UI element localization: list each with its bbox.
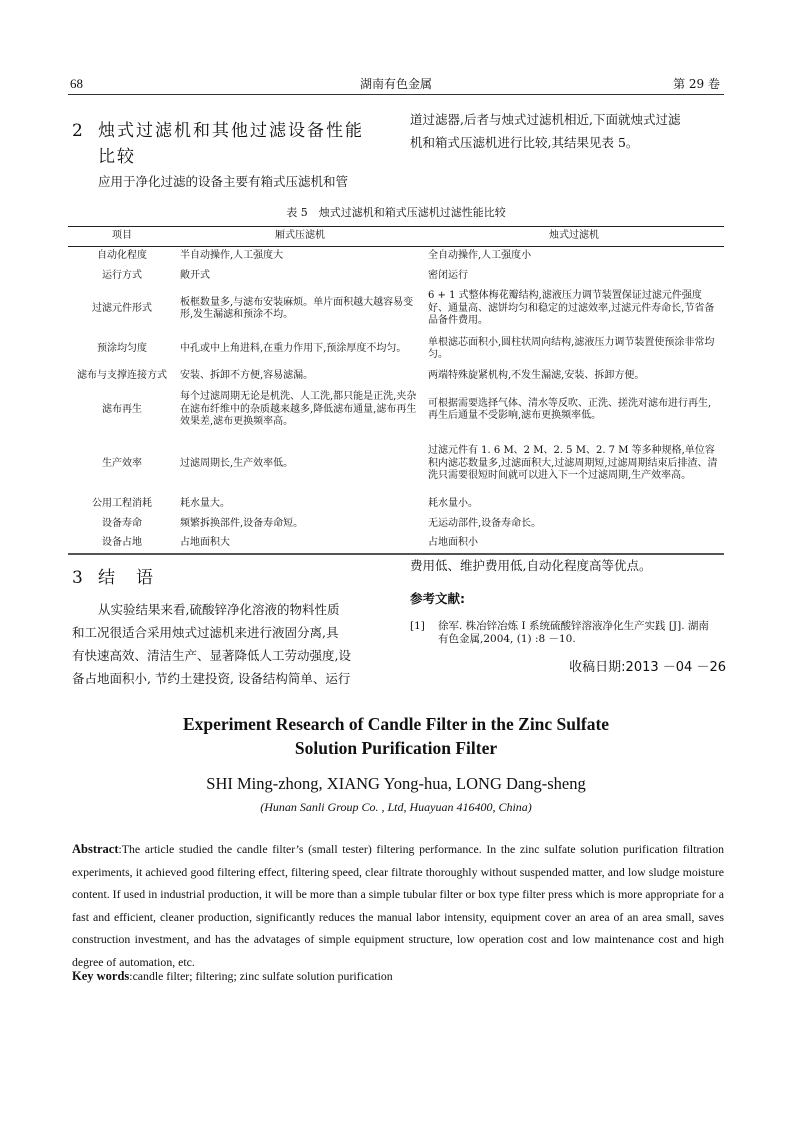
table-row <box>68 434 724 494</box>
section-2-heading <box>72 118 402 170</box>
journal-name: 湖南有色金属 <box>359 77 432 91</box>
english-affiliation: (Hunan Sanli Group Co. , Ltd, Huayuan 416400, China) <box>260 800 532 814</box>
row-label: 设备占地 <box>68 534 176 554</box>
row-candle-value: 无运动部件,设备寿命长。 <box>428 517 542 529</box>
row-box-value: 频繁拆换部件,设备寿命短。 <box>180 517 304 529</box>
keywords-text: :candle filter; filtering; zinc sulfate solution purification <box>129 969 393 983</box>
section-3-line: 有快速高效、清洁生产、显著降低人工劳动强度,设 <box>72 648 351 663</box>
section-2-paragraph-right <box>410 108 730 154</box>
table-row <box>68 332 724 366</box>
row-box-value: 占地面积大 <box>176 534 424 554</box>
section-3-line: 从实验结果来看,硫酸锌净化溶液的物料性质 <box>98 602 340 617</box>
row-label: 滤布再生 <box>102 403 142 415</box>
row-candle-value: 可根据需要选择气体、清水等反吹、正洗、搓洗对滤布进行再生,再生后通量不受影响,滤布更换频率低。 <box>428 397 712 421</box>
row-box-value: 安装、拆卸不方便,容易滤漏。 <box>180 369 314 381</box>
reference-line1: 徐军. 株冶锌冶炼 I 系统硫酸锌溶液净化生产实践 [J]. 湖南 <box>438 620 709 632</box>
table-row <box>68 266 724 286</box>
english-authors: SHI Ming-zhong, XIANG Yong-hua, LONG Dang-sheng <box>206 774 586 793</box>
references-heading: 参考文献: <box>410 591 465 606</box>
abstract <box>72 838 724 973</box>
row-candle-value: 单根滤芯面积小,圆柱状周向结构,滤液压力调节装置使预涂非常均匀。 <box>428 336 715 360</box>
section-2-title-line2: 比较 <box>98 147 136 167</box>
table-row <box>68 286 724 332</box>
row-candle-value: 过滤元件有 1. 6 M、2 M、2. 5 M、2. 7 M 等多种规格,单位容积内滤芯数量多,过滤面积大,过滤周期短,过滤周期结束后排渣、清洗只需要很短时间就可以进入下一个过滤周期,生产效率高。 <box>428 445 718 482</box>
table-row <box>68 534 724 554</box>
section-2-title-line1: 烛式过滤机和其他过滤设备性能 <box>98 121 364 141</box>
row-box-value: 板框数量多,与滤布安装麻烦。单片面积越大越容易变形,发生漏滤和预涂不均。 <box>180 296 414 320</box>
keywords <box>72 965 724 988</box>
row-label: 滤布与支撑连接方式 <box>77 369 167 381</box>
row-candle-value: 6 + 1 式整体梅花瓣结构,滤液压力调节装置保证过滤元件强度好、通量高、滤饼均匀和稳定的过滤效率,过滤元件寿命长,节省备品备件费用。 <box>428 290 715 327</box>
row-box-value: 半自动操作,人工强度大 <box>180 250 284 261</box>
table-row <box>68 386 724 434</box>
row-candle-value: 两端特殊旋紧机构,不发生漏滤,安装、拆卸方便。 <box>428 369 645 381</box>
section-3-title: 结 语 <box>98 568 155 588</box>
row-label: 自动化程度 <box>97 250 147 261</box>
reference-item <box>410 620 730 646</box>
abstract-text: :The article studied the candle filter’s (small tester) filtering performance. In the zinc sulfate solution purification filtration experiments, it achieved good filtering effect, filtering speed, clear filtrate thoroughly without suspended matter, and low sludge moisture content. If used in industrial production, it will be more than a simple tubular filter or box type filter press which is more appropriate for a fast and efficient, cleaner production, significantly reduces the manual labor intensity, equipment cover an area of an area small, saves construction investment, and has the advatages of simple equipment structure, low operation cost and low maintenance cost and high degree of automation, etc. <box>72 842 724 969</box>
header-candle-filter: 烛式过滤机 <box>424 227 724 247</box>
reference-label: [1] <box>410 620 425 632</box>
section-2-paragraph-left: 应用于净化过滤的设备主要有箱式压滤机和管 <box>98 174 349 189</box>
section-2-right-line1: 道过滤器,后者与烛式过滤机相近,下面就烛式过滤 <box>410 112 681 127</box>
table-row <box>68 366 724 386</box>
english-title <box>68 712 724 760</box>
section-3-number: 3 <box>72 568 85 588</box>
row-box-value: 每个过滤周期无论是机洗、人工洗,都只能是正洗,夹杂在滤布纤维中的杂质越来越多,降低滤布通量,滤布再生效果差,滤布更换频率高。 <box>180 391 417 428</box>
english-title-line2: Solution Purification Filter <box>294 738 498 758</box>
section-2-number: 2 <box>72 121 85 141</box>
abstract-label: Abstract <box>72 842 119 856</box>
received-date: 收稿日期:2013 －04 －26 <box>569 660 726 675</box>
table-header-row <box>68 227 724 247</box>
english-title-line1: Experiment Research of Candle Filter in the Zinc Sulfate <box>182 714 610 734</box>
comparison-table <box>68 226 724 555</box>
row-candle-value: 密闭运行 <box>428 269 468 281</box>
header-item: 项目 <box>68 227 176 247</box>
table-caption: 表 5 烛式过滤机和箱式压滤机过滤性能比较 <box>286 206 506 219</box>
row-candle-value: 耗水量小。 <box>428 497 478 509</box>
row-label: 公用工程消耗 <box>92 497 152 509</box>
header-box-filter-press: 厢式压滤机 <box>176 227 424 247</box>
row-box-value: 敞开式 <box>180 269 210 281</box>
row-label: 预涂均匀度 <box>97 342 147 354</box>
section-3-line: 备占地面积小, 节约土建投资, 设备结构简单、运行 <box>72 671 351 686</box>
reference-line2: 有色金属,2004, (1) :8 －10. <box>438 633 576 645</box>
row-box-value: 过滤周期长,生产效率低。 <box>180 457 294 469</box>
table-row <box>68 246 724 266</box>
row-candle-value: 全自动操作,人工强度小 <box>428 250 532 261</box>
row-box-value: 耗水量大。 <box>180 497 230 509</box>
row-box-value: 中孔或中上角进料,在重力作用下,预涂厚度不均匀。 <box>180 342 407 354</box>
running-header <box>68 72 724 95</box>
keywords-label: Key words <box>72 969 130 983</box>
section-3-line: 和工况很适合采用烛式过滤机来进行液固分离,具 <box>72 625 339 640</box>
row-candle-value: 占地面积小 <box>424 534 724 554</box>
row-label: 生产效率 <box>102 457 142 469</box>
section-2-right-line2: 机和箱式压滤机进行比较,其结果见表 5。 <box>410 135 639 150</box>
row-label: 运行方式 <box>102 269 142 281</box>
section-3-heading <box>72 565 372 591</box>
page-number: 68 <box>70 76 83 91</box>
row-label: 设备寿命 <box>102 517 142 529</box>
section-3-paragraph-left <box>72 598 390 690</box>
volume-label: 第 29 卷 <box>673 77 720 91</box>
table-row <box>68 514 724 534</box>
section-3-paragraph-right: 费用低、维护费用低,自动化程度高等优点。 <box>410 558 652 573</box>
table-row <box>68 494 724 514</box>
row-label: 过滤元件形式 <box>92 302 152 314</box>
